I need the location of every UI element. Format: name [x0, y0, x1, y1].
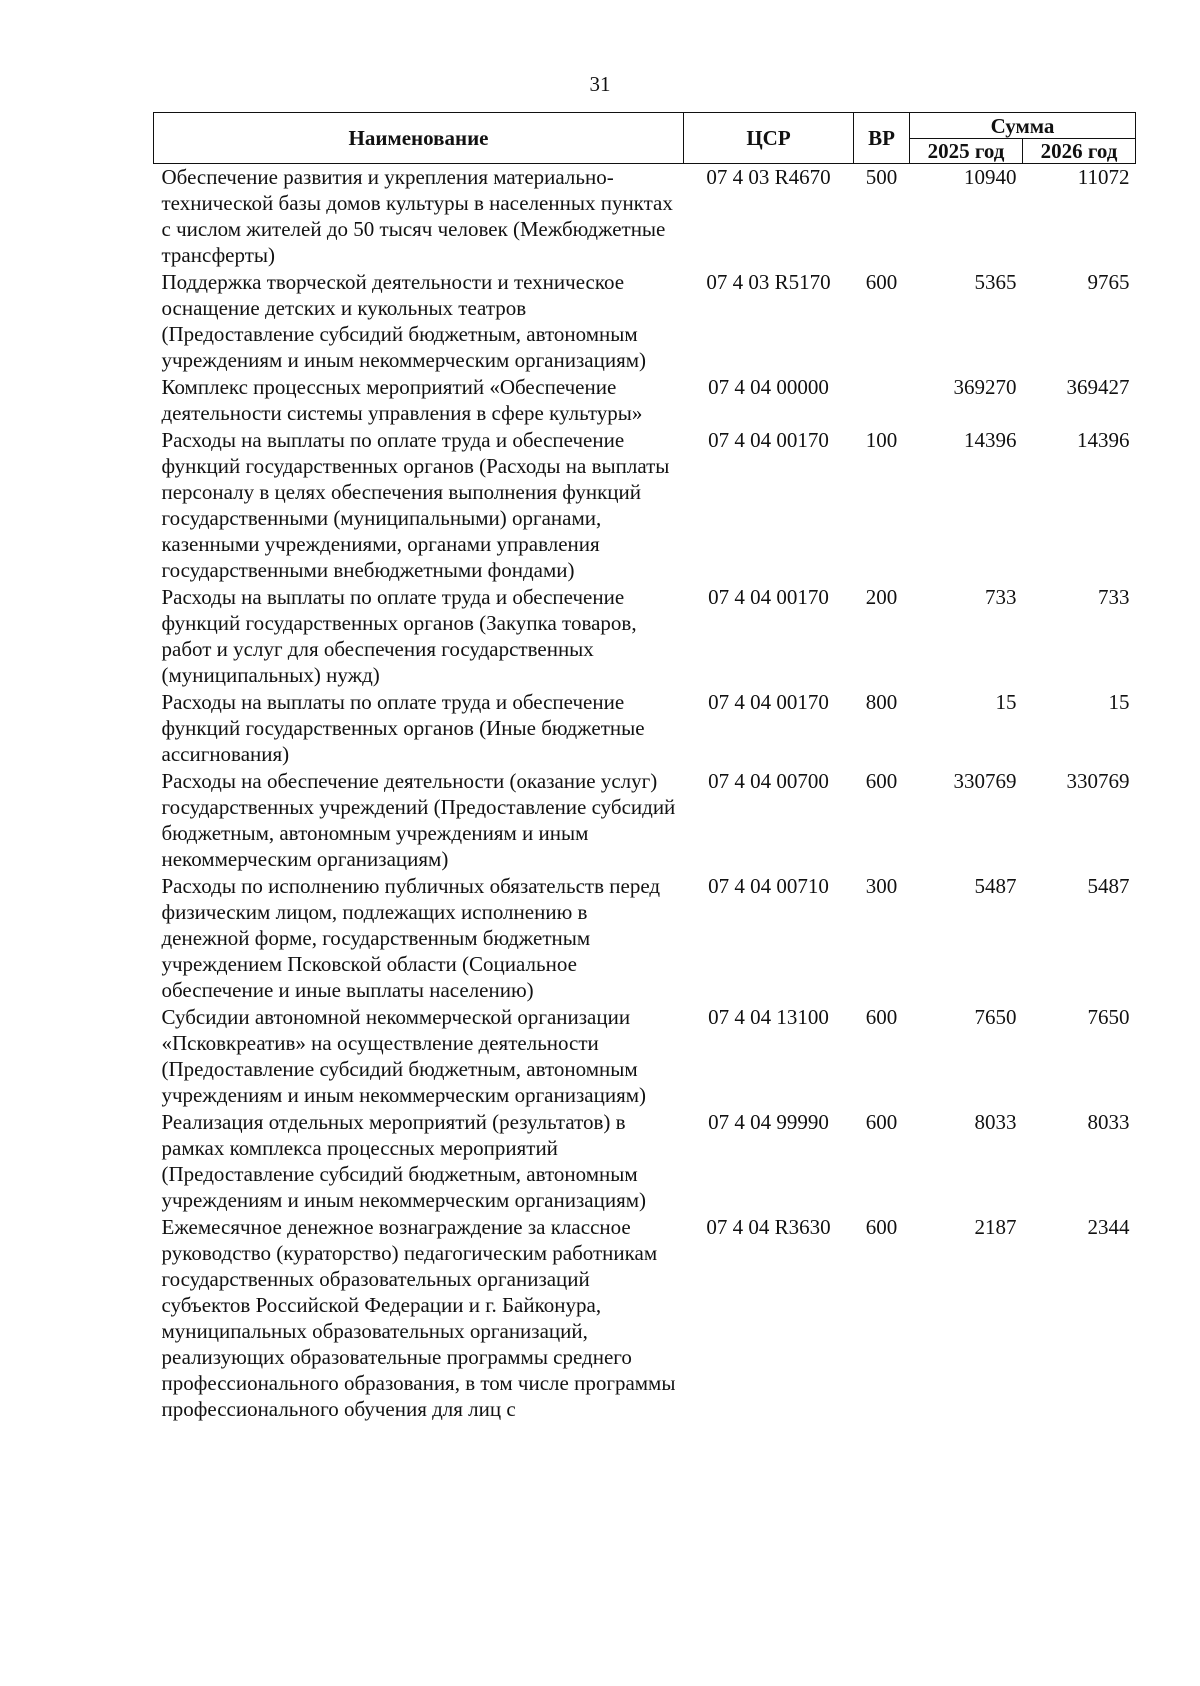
row-vr [854, 374, 910, 427]
row-sum-2026: 330769 [1066, 769, 1130, 793]
table-row [154, 1214, 1136, 1423]
table-body [154, 164, 1136, 1424]
row-sum-2026: 15 [1108, 690, 1130, 714]
row-vr: 100 [865, 428, 898, 452]
row-sum-2025: 7650 [974, 1005, 1017, 1029]
table-row [154, 1109, 1136, 1214]
row-csr: 07 4 04 00000 [708, 375, 829, 399]
row-name: Субсидии автономной некоммерческой организации «Псковкреатив» на осуществление деятельности (Предоставление субсидий бюджетным, автономным учреждениям и иным некоммерческим организациям) [161, 1005, 647, 1107]
table-row [154, 584, 1136, 689]
row-name: Обеспечение развития и укрепления материально-технической базы домов культуры в населенных пунктах с числом жителей до 50 тысяч человек (Межбюджетные трансферты) [161, 165, 673, 267]
row-sum-2026: 2344 [1087, 1215, 1130, 1239]
row-name: Расходы на выплаты по оплате труда и обеспечение функций государственных органов (Закупка товаров, работ и услуг для обеспечения государственных (муниципальных) нужд) [161, 585, 637, 687]
row-sum-2026: 11072 [1077, 165, 1130, 189]
row-sum-2025: 733 [985, 585, 1017, 609]
row-csr: 07 4 04 R3630 [706, 1215, 831, 1239]
table-row [154, 269, 1136, 374]
header-sum: Сумма [910, 113, 1136, 139]
row-sum-2025: 2187 [974, 1215, 1017, 1239]
row-name: Расходы на обеспечение деятельности (оказание услуг) государственных учреждений (Предоставление субсидий бюджетным, автономным учреждениям и иным некоммерческим организациям) [161, 769, 676, 871]
row-csr: 07 4 04 00170 [708, 585, 829, 609]
row-vr: 600 [865, 1110, 898, 1134]
row-vr: 500 [865, 165, 898, 189]
row-csr: 07 4 04 00700 [708, 769, 829, 793]
row-csr: 07 4 04 13100 [708, 1005, 829, 1029]
row-vr: 600 [865, 1005, 898, 1029]
table-header [154, 113, 1136, 164]
row-name: Комплекс процессных мероприятий «Обеспечение деятельности системы управления в сфере культуры» [161, 375, 643, 425]
row-sum-2026: 7650 [1087, 1005, 1130, 1029]
row-name: Расходы на выплаты по оплате труда и обеспечение функций государственных органов (Расходы на выплаты персоналу в целях обеспечения выполнения функций государственными (муниципальными) органами, казенными учреждениями, органами управления государственными внебюджетными фондами) [161, 428, 670, 582]
row-vr: 600 [865, 270, 898, 294]
row-vr: 600 [865, 1215, 898, 1239]
table-row [154, 689, 1136, 768]
row-sum-2025: 5487 [974, 874, 1017, 898]
row-sum-2025: 10940 [964, 165, 1017, 189]
row-sum-2026: 5487 [1087, 874, 1130, 898]
page-number: 31 [589, 72, 611, 96]
row-sum-2025: 8033 [974, 1110, 1017, 1134]
row-name: Ежемесячное денежное вознаграждение за классное руководство (кураторство) педагогическим работникам государственных образовательных организаций субъектов Российской Федерации и г. Байконура, муниципальных образовательных организаций, реализующих образовательные программы среднего профессионального образования, в том числе программы профессионального обучения для лиц с [161, 1215, 676, 1421]
row-sum-2025: 330769 [953, 769, 1017, 793]
header-name: Наименование [154, 113, 684, 164]
row-csr: 07 4 03 R4670 [706, 165, 831, 189]
row-name: Реализация отдельных мероприятий (результатов) в рамках комплекса процессных мероприятий (Предоставление субсидий бюджетным, автономным учреждениям и иным некоммерческим организациям) [161, 1110, 647, 1212]
row-vr: 600 [865, 769, 898, 793]
row-csr: 07 4 04 00710 [708, 874, 829, 898]
budget-table [153, 112, 1136, 1423]
row-sum-2025: 14396 [964, 428, 1017, 452]
row-csr: 07 4 03 R5170 [706, 270, 831, 294]
table-row [154, 427, 1136, 584]
table-row [154, 873, 1136, 1004]
row-sum-2025: 5365 [974, 270, 1017, 294]
header-year-2025: 2025 год [910, 139, 1023, 164]
table-row [154, 374, 1136, 427]
row-sum-2026: 9765 [1087, 270, 1130, 294]
row-name: Расходы по исполнению публичных обязательств перед физическим лицом, подлежащих исполнению в денежной форме, государственным бюджетным учреждением Псковской области (Социальное обеспечение и иные выплаты населению) [161, 874, 661, 1002]
header-year-2026: 2026 год [1023, 139, 1136, 164]
row-csr: 07 4 04 00170 [708, 428, 829, 452]
row-vr: 200 [865, 585, 898, 609]
row-name: Поддержка творческой деятельности и техническое оснащение детских и кукольных театров (Предоставление субсидий бюджетным, автономным учреждениям и иным некоммерческим организациям) [161, 270, 647, 372]
table-row [154, 164, 1136, 270]
header-vr: ВР [854, 113, 910, 164]
row-sum-2026: 733 [1098, 585, 1130, 609]
row-name: Расходы на выплаты по оплате труда и обеспечение функций государственных органов (Иные бюджетные ассигнования) [161, 690, 645, 766]
table-row [154, 1004, 1136, 1109]
header-csr: ЦСР [684, 113, 854, 164]
row-sum-2025: 15 [995, 690, 1017, 714]
row-vr: 800 [865, 690, 898, 714]
table-row [154, 768, 1136, 873]
row-sum-2026: 369427 [1066, 375, 1130, 399]
row-sum-2026: 8033 [1087, 1110, 1130, 1134]
row-vr: 300 [865, 874, 898, 898]
row-csr: 07 4 04 00170 [708, 690, 829, 714]
row-csr: 07 4 04 99990 [708, 1110, 829, 1134]
row-sum-2026: 14396 [1077, 428, 1130, 452]
row-sum-2025: 369270 [953, 375, 1017, 399]
